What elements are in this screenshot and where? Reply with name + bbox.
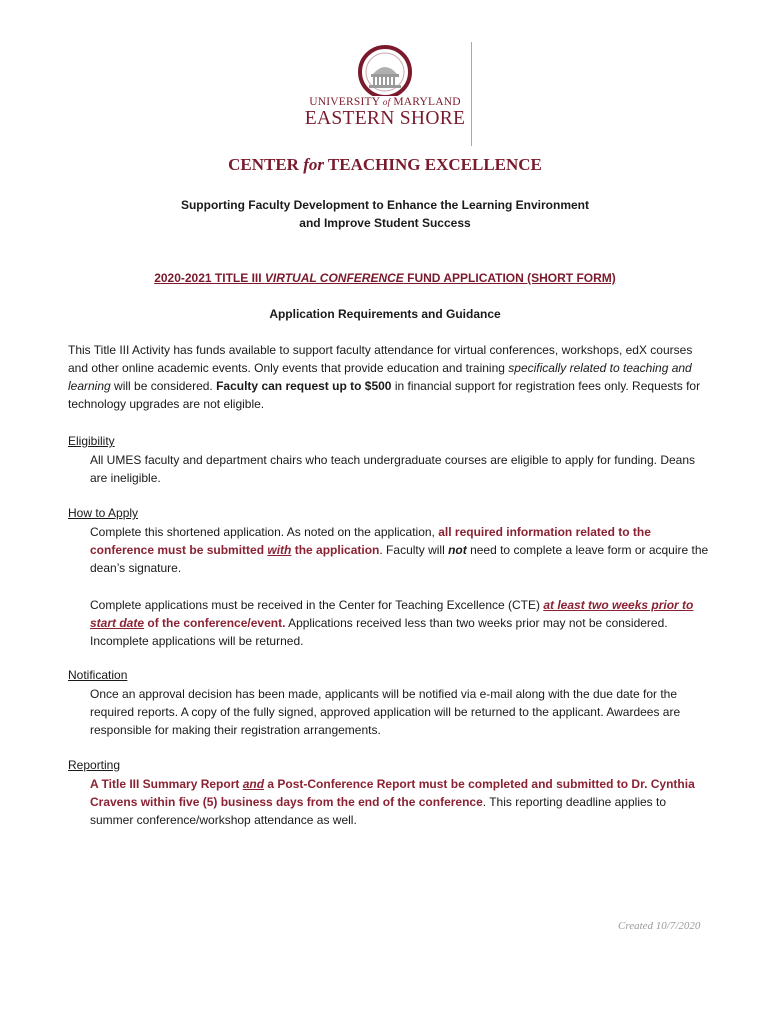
logo-university-text — [300, 96, 470, 108]
center-title-part1: CENTER — [228, 155, 304, 174]
reporting-tail: . This reporting deadline applies to summer conference/workshop attendance as well. — [90, 795, 666, 827]
notification-text: Once an approval decision has been made, applicants will be notified via e-mail along with the due date for the required reports. A copy of the fully signed, approved application will be returned to the applicant. Awardees are responsible for making their registration arrangements. — [90, 687, 681, 737]
apply-p1-text-3: need to complete a leave form or acquire the dean’s signature. — [90, 543, 709, 575]
apply-p2-red: of the conference/event. — [144, 616, 286, 630]
apply-p1-red-2: the application — [291, 543, 380, 557]
apply-p1-text-2: . Faculty will — [379, 543, 449, 557]
logo-word-of: of — [382, 97, 391, 107]
apply-p1-red-1: all required information related to the conference must be submitted — [90, 525, 651, 557]
subtitle-line-2: and Improve Student Success — [299, 216, 471, 230]
eligibility-heading: Eligibility — [68, 434, 115, 448]
apply-p2-red-underlined: at least two weeks prior to start date — [90, 598, 694, 630]
intro-italic: specifically related to teaching and learning — [68, 361, 692, 393]
created-date: Created 10/7/2020 — [618, 920, 701, 932]
intro-text-1: This Title III Activity has funds available to support faculty attendance for virtual conferences, workshops, edX courses and other online academic events. Only events that provide education and training — [68, 343, 693, 375]
center-title — [0, 155, 770, 175]
requirements-heading: Application Requirements and Guidance — [269, 307, 501, 321]
logo-word-maryland: MARYLAND — [393, 96, 461, 108]
center-title-part2: TEACHING EXCELLENCE — [323, 155, 542, 174]
intro-text-3: in financial support for registration fees only. Requests for technology upgrades are not eligible. — [68, 379, 701, 411]
dome-building-icon — [300, 44, 470, 96]
app-title-part2: FUND APPLICATION (SHORT FORM) — [403, 271, 616, 285]
reporting-red-1: A Title III Summary Report — [90, 777, 243, 791]
reporting-red-2: a Post-Conference Report must be completed and submitted to Dr. Cynthia Cravens within five (5) business days from the end of the conference — [90, 777, 695, 809]
how-to-apply-paragraph-1 — [90, 523, 710, 577]
logo-eastern-shore-text: EASTERN SHORE — [304, 108, 466, 129]
intro-bold: Faculty can request up to $500 — [216, 379, 392, 393]
app-title-part1: 2020-2021 TITLE III — [154, 271, 265, 285]
intro-text-2: will be considered. — [110, 379, 217, 393]
apply-p2-text-2: Applications received less than two weeks prior may not be considered. Incomplete applications will be returned. — [90, 616, 668, 648]
eligibility-text: All UMES faculty and department chairs who teach undergraduate courses are eligible to apply for funding. Deans are ineligible. — [90, 453, 696, 485]
app-title-italic: VIRTUAL CONFERENCE — [264, 271, 404, 285]
reporting-red-and: and — [242, 777, 265, 791]
umes-logo — [300, 44, 470, 144]
center-title-for: for — [303, 155, 324, 174]
how-to-apply-paragraph-2 — [90, 596, 710, 650]
subtitle-line-1: Supporting Faculty Development to Enhance the Learning Environment — [180, 198, 590, 212]
reporting-text — [90, 775, 710, 829]
apply-p1-red-with: with — [267, 543, 292, 557]
application-title — [0, 271, 770, 285]
apply-p1-text-1: Complete this shortened application. As noted on the application, — [90, 525, 439, 539]
apply-p2-text-1: Complete applications must be received in the Center for Teaching Excellence (CTE) — [90, 598, 544, 612]
how-to-apply-heading: How to Apply — [68, 506, 139, 520]
logo-divider — [471, 42, 472, 146]
subtitle — [0, 196, 770, 232]
apply-p1-not: not — [448, 543, 467, 557]
notification-heading: Notification — [68, 668, 128, 682]
reporting-heading: Reporting — [68, 758, 121, 772]
intro-paragraph — [68, 341, 708, 413]
logo-word-university: UNIVERSITY — [309, 96, 380, 108]
